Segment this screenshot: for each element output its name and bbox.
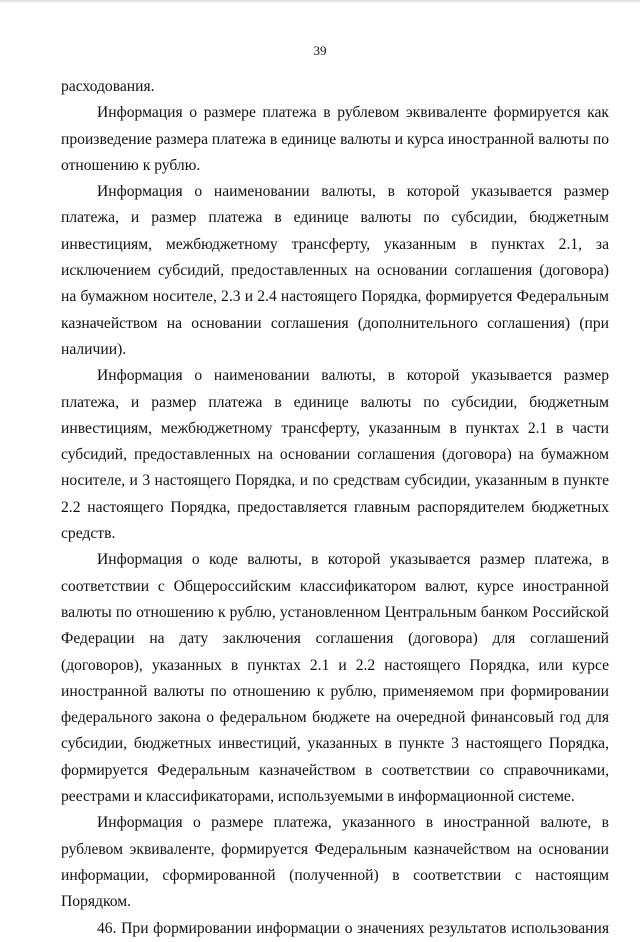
paragraph: Информация о наименовании валюты, в которой указывается размер платежа, и размер платежа в единице валюты по субсидии, бюджетным инвестициям, межбюджетному трансферту, указанным в пунктах 2.1 в части субсидий, предоставленных на основании соглашения (договора) на бумажном носителе, и 3 настоящего Порядка, и по средствам субсидии, указанным в пункте 2.2 настоящего Порядка, предоставляется главным распорядителем бюджетных средств. [61, 367, 609, 543]
paragraph: Информация о коде валюты, в которой указывается размер платежа, в соответствии с Общероссийским классификатором валют, курсе иностранной валюты по отношению к рублю, установленном Центральным банком Российской Федерации на дату заключения соглашения (договора) для соглашений (договоров), указанных в пунктах 2.1 и 2.2 настоящего Порядка, или курсе иностранной валюты по отношению к рублю, применяемом при формировании федерального закона о федеральном бюджете на очередной финансовый год для субсидии, бюджетных инвестиций, указанных в пункте 3 настоящего Порядка, формируется Федеральным казначейством в соответствии со справочниками, реестрами и классификаторами, используемыми в информационной системе. [61, 551, 609, 806]
page-top-edge [0, 0, 640, 3]
paragraph: Информация о размере платежа в рублевом эквиваленте формируется как произведение размера платежа в единице валюты и курса иностранной валюты по отношению к рублю. [61, 104, 609, 174]
paragraph-continuation: расходования. [61, 78, 155, 95]
document-body [61, 74, 609, 942]
page-number: 39 [313, 43, 327, 58]
paragraph-item-46: 46. При формировании информации о значениях результатов использования [97, 919, 609, 937]
paragraph: Информация о размере платежа, указанного в иностранной валюте, в рублевом эквиваленте, формируется Федеральным казначейством на основании информации, сформированной (полученной) в соответствии с настоящим Порядком. [61, 814, 609, 911]
paragraph: Информация о наименовании валюты, в которой указывается размер платежа, и размер платежа в единице валюты по субсидии, бюджетным инвестициям, межбюджетному трансферту, указанным в пунктах 2.1, за исключением субсидий, предоставленных на основании соглашения (договора) на бумажном носителе, 2.3 и 2.4 настоящего Порядка, формируется Федеральным казначейством на основании соглашения (дополнительного соглашения) (при наличии). [61, 183, 609, 358]
